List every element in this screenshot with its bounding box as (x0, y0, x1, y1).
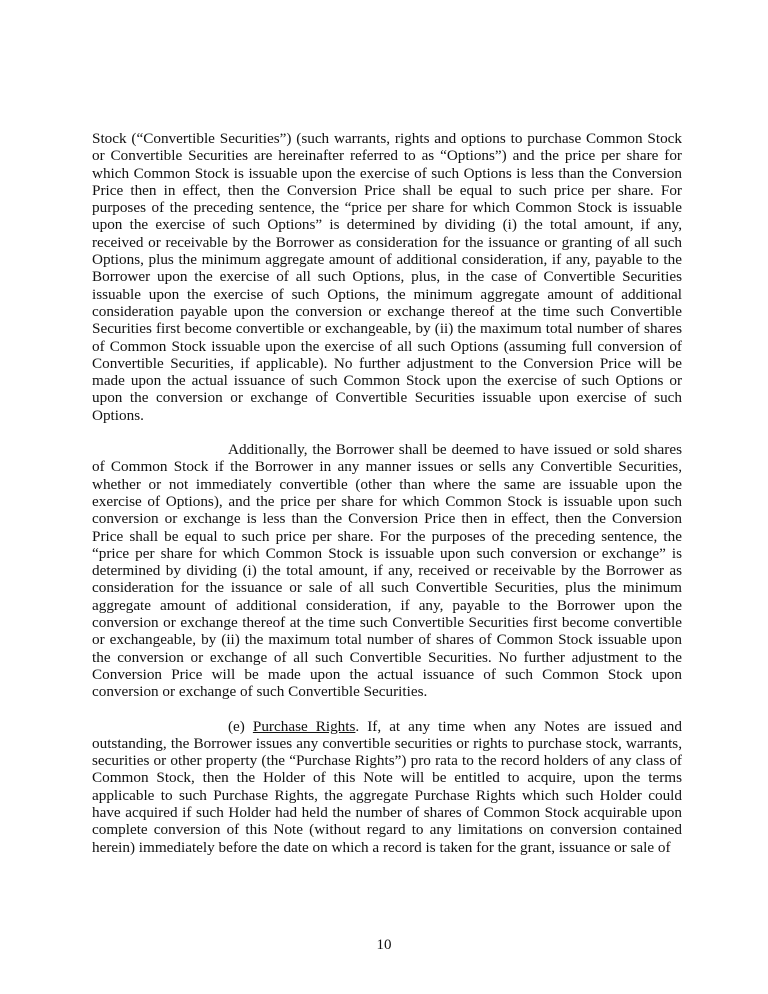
section-heading-purchase-rights: Purchase Rights (252, 717, 356, 735)
paragraph-convertible-securities-text: Additionally, the Borrower shall be deemed to have issued or sold shares of Common Stock if the Borrower in any manner issues or sells any Convertible Securities, whether or not immediately convertible (other than where the same are issuable upon the exercise of Options), and the price per share for which Common Stock is issuable upon such conversion or exchange is less than the Conversion Price then in effect, then the Conversion Price shall be equal to such price per share. For the purposes of the preceding sentence, the “price per share for which Common Stock is issuable upon such conversion or exchange” is determined by dividing (i) the total amount, if any, received or receivable by the Borrower as consideration for the issuance or sale of all such Convertible Securities, plus the minimum aggregate amount of additional consideration, if any, payable to the Borrower upon the conversion or exchange thereof at the time such Convertible Securities first become convertible or exchangeable, by (ii) the maximum total number of shares of Common Stock issuable upon the conversion or exchange of all such Convertible Securities. No further adjustment to the Conversion Price will be made upon the actual issuance of such Common Stock upon conversion or exchange of such Convertible Securities. (92, 441, 682, 701)
document-body (92, 130, 682, 856)
page-number: 10 (376, 937, 392, 953)
paragraph-purchase-rights-text: If, at any time when any Notes are issued and outstanding, the Borrower issues any convertible securities or rights to purchase stock, warrants, securities or other property (the “Purchase Rights”) pro rata to the record holders of any class of Common Stock, then the Holder of this Note will be entitled to acquire, upon the terms applicable to such Purchase Rights, the aggregate Purchase Rights which such Holder could have acquired if such Holder had held the number of shares of Common Stock acquirable upon complete conversion of this Note (without regard to any limitations on conversion contained herein) immediately before the date on which a record is taken for the grant, issuance or sale of (92, 717, 682, 856)
paragraph-purchase-rights (92, 718, 682, 856)
section-marker: (e) (228, 717, 245, 735)
section-heading-punctuation: . (355, 717, 360, 735)
paragraph-convertible-securities (92, 441, 682, 700)
paragraph-options-price: Stock (“Convertible Securities”) (such warrants, rights and options to purchase Common Stock or Convertible Securities are hereinafter referred to as “Options”) and the price per share for which Common Stock is issuable upon the exercise of such Options is less than the Conversion Price then in effect, then the Conversion Price shall be equal to such price per share. For purposes of the preceding sentence, the “price per share for which Common Stock is issuable upon the exercise of such Options” is determined by dividing (i) the total amount, if any, received or receivable by the Borrower as consideration for the issuance or granting of all such Options, plus the minimum aggregate amount of additional consideration, if any, payable to the Borrower upon the exercise of all such Options, plus, in the case of Convertible Securities issuable upon the exercise of such Options, the minimum aggregate amount of additional consideration payable upon the conversion or exchange thereof at the time such Convertible Securities first become convertible or exchangeable, by (ii) the maximum total number of shares of Common Stock issuable upon the exercise of all such Options (assuming full conversion of Convertible Securities, if applicable). No further adjustment to the Conversion Price will be made upon the actual issuance of such Common Stock upon the exercise of such Options or upon the conversion or exchange of Convertible Securities issuable upon exercise of such Options. (92, 130, 682, 424)
